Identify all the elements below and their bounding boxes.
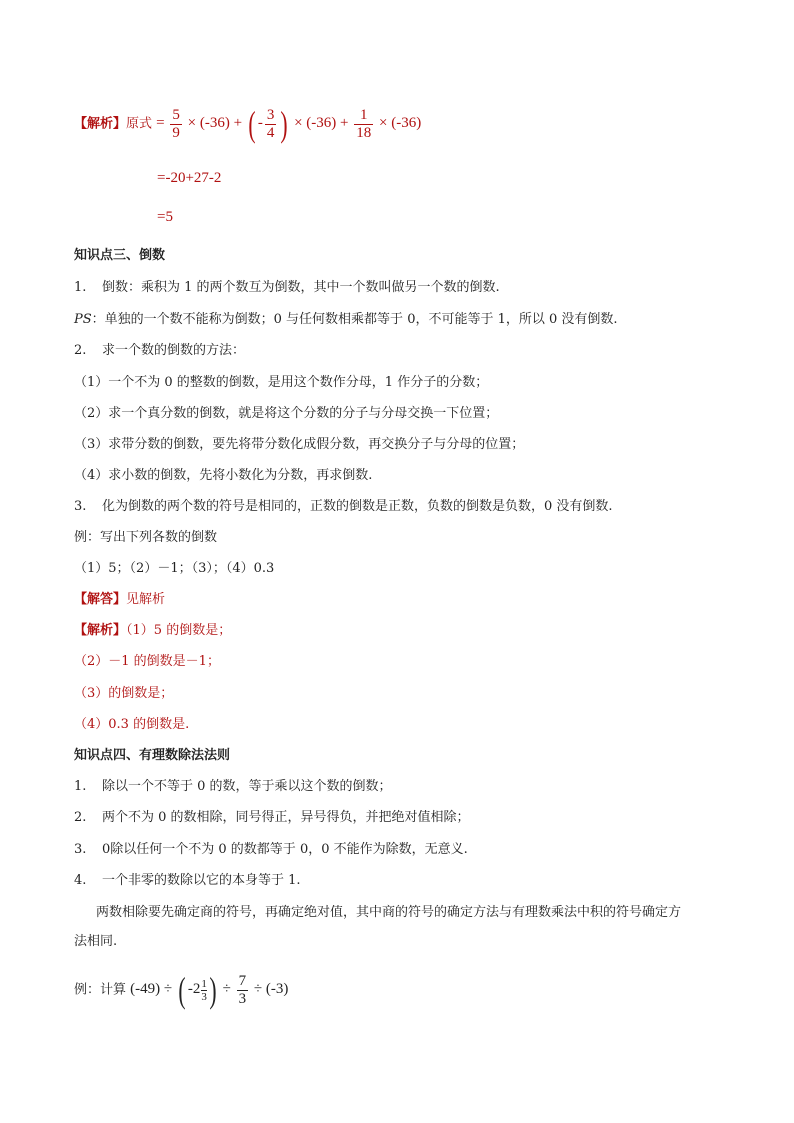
example1-step2: =-20+27-2 xyxy=(157,170,222,186)
s3-example-title: 例：写出下列各数的倒数 xyxy=(74,530,218,545)
mixed-fraction: $\frac{1}{3}$ xyxy=(201,977,207,1003)
s3-sub3: （3）求带分数的倒数，要先将带分数化成假分数，再交换分子与分母的位置； xyxy=(74,437,525,452)
neg36: (-36) xyxy=(199,115,230,132)
s3-example-items: （1）5；（2）－1；（3）；（4）0.3 xyxy=(74,561,275,576)
divide-sign: ÷ xyxy=(163,981,173,998)
s3-analysis-2: （2）－1 的倒数是－1； xyxy=(74,654,220,669)
s4-paragraph-1: 两数相除要先确定商的符号，再确定绝对值，其中商的符号的确定方法与有理数乘法中积的符号确定方 xyxy=(96,905,682,920)
s3-sub1: （1）一个不为 0 的整数的倒数，是用这个数作分母，1 作分子的分数； xyxy=(74,375,489,390)
example-label: 例：计算 xyxy=(74,982,127,998)
fraction-3-4: $\frac{3}{4}$ xyxy=(266,106,275,141)
example1-step3: =5 xyxy=(157,209,173,225)
s4-rule1: 1. 除以一个不等于 0 的数，等于乘以这个数的倒数； xyxy=(74,779,392,794)
s4-example xyxy=(74,972,288,1008)
s3-item2: 2. 求一个数的倒数的方法： xyxy=(74,343,246,358)
analysis-label: 【解析】 xyxy=(74,116,127,132)
fraction-5-9: $\frac{5}{9}$ xyxy=(172,106,180,141)
plus-sign: + xyxy=(233,115,243,132)
division-expression: (-49) ÷ ( -2 $\frac{1}{3}$ ) ÷ $\frac{7}{3}$ ÷ (-3) xyxy=(130,970,289,1010)
section4-title: 知识点四、有理数除法法则 xyxy=(74,748,231,763)
equals-sign: = xyxy=(156,115,165,132)
s3-item3: 3. 化为倒数的两个数的符号是相同的，正数的倒数是正数，负数的倒数是负数，0 没有倒数. xyxy=(74,499,613,514)
s3-item1: 1. 倒数：乘积为 1 的两个数互为倒数，其中一个数叫做另一个数的倒数. xyxy=(74,280,500,295)
s3-sub2: （2）求一个真分数的倒数，就是将这个分数的分子与分母交换一下位置； xyxy=(74,406,499,421)
math-expression: = $\frac{5}{9}$ × (-36) + ( - $\frac{3}{4}$ ) × (-36) + $\frac{1}{18}$ × (-36) xyxy=(156,104,422,144)
fraction-7-3: $\frac{7}{3}$ xyxy=(238,972,247,1007)
example1-first-line xyxy=(74,106,421,142)
s4-rule2: 2. 两个不为 0 的数相除，同号得正，异号得负，并把绝对值相除； xyxy=(74,810,470,825)
s4-rule4: 4. 一个非零的数除以它的本身等于 1. xyxy=(74,873,301,888)
s4-paragraph-2: 法相同. xyxy=(74,934,118,949)
s3-ps: PS：单独的一个数不能称为倒数；0 与任何数相乘都等于 0，不可能等于 1，所以 0 没有倒数. xyxy=(74,312,618,327)
yuanshi-label: 原式 xyxy=(126,116,153,132)
s3-analysis-4: （4）0.3 的倒数是. xyxy=(74,717,190,732)
section3-title: 知识点三、倒数 xyxy=(74,248,166,263)
fraction-1-18: $\frac{1}{18}$ xyxy=(356,106,372,141)
s4-rule3: 3. 0除以任何一个不为 0 的数都等于 0，0 不能作为除数，无意义. xyxy=(74,842,468,857)
times-sign: × xyxy=(187,115,197,132)
s3-analysis-1: 【解析】（1）5 的倒数是； xyxy=(74,623,232,638)
s3-answer: 【解答】见解析 xyxy=(74,592,166,607)
s3-sub4: （4）求小数的倒数，先将小数化为分数，再求倒数. xyxy=(74,468,373,483)
s3-analysis-3: （3）的倒数是； xyxy=(74,686,174,701)
